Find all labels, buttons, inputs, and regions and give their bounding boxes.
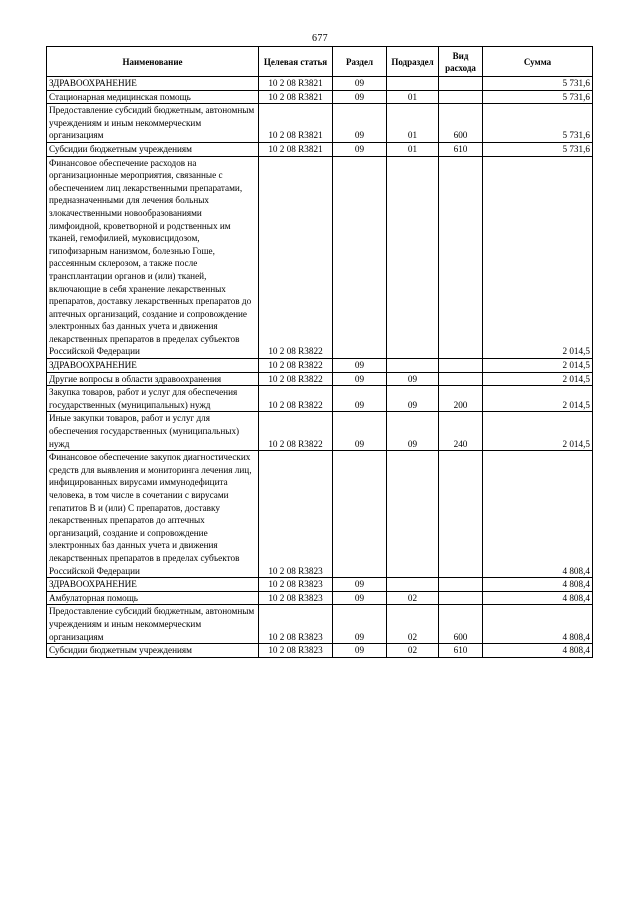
- row-expense-type: [439, 451, 483, 578]
- row-amount: 4 808,4: [483, 451, 593, 578]
- header-subsection: Подраздел: [387, 47, 439, 77]
- row-section: 09: [333, 359, 387, 373]
- row-section: 09: [333, 644, 387, 658]
- page-number: 677: [312, 33, 328, 44]
- header-amount: Сумма: [483, 47, 593, 77]
- row-amount: 2 014,5: [483, 386, 593, 412]
- row-expense-type: [439, 578, 483, 592]
- row-section: 09: [333, 591, 387, 605]
- row-code: 10 2 08 R3822: [259, 412, 333, 451]
- row-expense-type: 200: [439, 386, 483, 412]
- row-expense-type: 600: [439, 605, 483, 644]
- row-code: 10 2 08 R3822: [259, 372, 333, 386]
- row-subsection: [387, 77, 439, 91]
- table-row: [47, 644, 593, 658]
- row-code: 10 2 08 R3822: [259, 386, 333, 412]
- row-name: ЗДРАВООХРАНЕНИЕ: [47, 578, 259, 592]
- row-subsection: [387, 578, 439, 592]
- table-row: [47, 605, 593, 644]
- row-amount: 5 731,6: [483, 104, 593, 143]
- row-expense-type: [439, 156, 483, 359]
- row-expense-type: [439, 359, 483, 373]
- table-row: [47, 412, 593, 451]
- row-subsection: [387, 451, 439, 578]
- row-name: Субсидии бюджетным учреждениям: [47, 644, 259, 658]
- row-expense-type: 600: [439, 104, 483, 143]
- row-subsection: 09: [387, 412, 439, 451]
- table-row: [47, 156, 593, 359]
- row-name: Иные закупки товаров, работ и услуг для обеспечения государственных (муниципальных) нужд: [47, 412, 259, 451]
- row-amount: 2 014,5: [483, 156, 593, 359]
- table-row: [47, 90, 593, 104]
- row-amount: 4 808,4: [483, 591, 593, 605]
- row-amount: 5 731,6: [483, 77, 593, 91]
- row-code: 10 2 08 R3821: [259, 142, 333, 156]
- row-code: 10 2 08 R3823: [259, 605, 333, 644]
- table-row: [47, 372, 593, 386]
- row-amount: 5 731,6: [483, 142, 593, 156]
- row-code: 10 2 08 R3823: [259, 644, 333, 658]
- row-code: 10 2 08 R3821: [259, 104, 333, 143]
- row-section: 09: [333, 386, 387, 412]
- row-section: 09: [333, 104, 387, 143]
- row-subsection: 09: [387, 386, 439, 412]
- row-amount: 2 014,5: [483, 372, 593, 386]
- row-name: Финансовое обеспечение закупок диагностических средств для выявления и мониторинга лечения лиц, инфицированных вирусами иммунодефицита человека, в том числе в сочетании с вирусами гепатитов B и (или) C препаратов, доставку лекарственных препаратов до аптечных организаций, создание и сопровождение электронных баз данных учета и движения лекарственных препаратов в пределах субъектов Российской Федерации: [47, 451, 259, 578]
- row-name: Стационарная медицинская помощь: [47, 90, 259, 104]
- row-subsection: 01: [387, 90, 439, 104]
- row-subsection: 01: [387, 104, 439, 143]
- table-row: [47, 142, 593, 156]
- row-code: 10 2 08 R3823: [259, 591, 333, 605]
- row-section: 09: [333, 77, 387, 91]
- row-name: Другие вопросы в области здравоохранения: [47, 372, 259, 386]
- row-code: 10 2 08 R3823: [259, 451, 333, 578]
- row-expense-type: 240: [439, 412, 483, 451]
- row-subsection: 02: [387, 644, 439, 658]
- row-section: 09: [333, 412, 387, 451]
- budget-table: [46, 46, 593, 658]
- row-name: Амбулаторная помощь: [47, 591, 259, 605]
- row-section: 09: [333, 605, 387, 644]
- row-expense-type: [439, 372, 483, 386]
- row-section: 09: [333, 90, 387, 104]
- table-row: [47, 451, 593, 578]
- header-code: Целевая статья: [259, 47, 333, 77]
- header-expense-type: Вид расхода: [439, 47, 483, 77]
- header-section: Раздел: [333, 47, 387, 77]
- row-name: Предоставление субсидий бюджетным, автономным учреждениям и иным некоммерческим организациям: [47, 104, 259, 143]
- row-subsection: 01: [387, 142, 439, 156]
- row-name: Закупка товаров, работ и услуг для обеспечения государственных (муниципальных) нужд: [47, 386, 259, 412]
- row-subsection: [387, 359, 439, 373]
- row-expense-type: [439, 90, 483, 104]
- row-amount: 5 731,6: [483, 90, 593, 104]
- row-amount: 4 808,4: [483, 578, 593, 592]
- table-row: [47, 77, 593, 91]
- row-name: ЗДРАВООХРАНЕНИЕ: [47, 359, 259, 373]
- row-name: Предоставление субсидий бюджетным, автономным учреждениям и иным некоммерческим организациям: [47, 605, 259, 644]
- row-amount: 4 808,4: [483, 644, 593, 658]
- row-expense-type: [439, 591, 483, 605]
- row-subsection: 09: [387, 372, 439, 386]
- table-row: [47, 359, 593, 373]
- row-amount: 2 014,5: [483, 412, 593, 451]
- row-subsection: 02: [387, 605, 439, 644]
- row-code: 10 2 08 R3821: [259, 90, 333, 104]
- header-name: Наименование: [47, 47, 259, 77]
- row-amount: 2 014,5: [483, 359, 593, 373]
- table-header-row: [47, 47, 593, 77]
- table-row: [47, 578, 593, 592]
- row-expense-type: 610: [439, 142, 483, 156]
- row-subsection: [387, 156, 439, 359]
- row-section: [333, 451, 387, 578]
- table-row: [47, 104, 593, 143]
- row-code: 10 2 08 R3823: [259, 578, 333, 592]
- row-section: 09: [333, 372, 387, 386]
- row-name: Финансовое обеспечение расходов на организационные мероприятия, связанные с обеспечением лиц лекарственными препаратами, предназначенными для лечения больных злокачественными новообразованиями лимфоидной, кроветворной и родственных им тканей, гемофилией, муковисцидозом, гипофизарным нанизмом, болезнью Гоше, рассеянным склерозом, а также после трансплантации органов и (или) тканей, включающие в себя хранение лекарственных препаратов, доставку лекарственных препаратов до аптечных организаций, создание и сопровождение электронных баз данных учета и движения лекарственных препаратов в пределах субъектов Российской Федерации: [47, 156, 259, 359]
- row-name: ЗДРАВООХРАНЕНИЕ: [47, 77, 259, 91]
- row-amount: 4 808,4: [483, 605, 593, 644]
- row-expense-type: 610: [439, 644, 483, 658]
- row-section: 09: [333, 578, 387, 592]
- table-row: [47, 386, 593, 412]
- row-expense-type: [439, 77, 483, 91]
- row-code: 10 2 08 R3822: [259, 359, 333, 373]
- row-code: 10 2 08 R3822: [259, 156, 333, 359]
- row-section: [333, 156, 387, 359]
- row-name: Субсидии бюджетным учреждениям: [47, 142, 259, 156]
- row-subsection: 02: [387, 591, 439, 605]
- table-row: [47, 591, 593, 605]
- row-code: 10 2 08 R3821: [259, 77, 333, 91]
- row-section: 09: [333, 142, 387, 156]
